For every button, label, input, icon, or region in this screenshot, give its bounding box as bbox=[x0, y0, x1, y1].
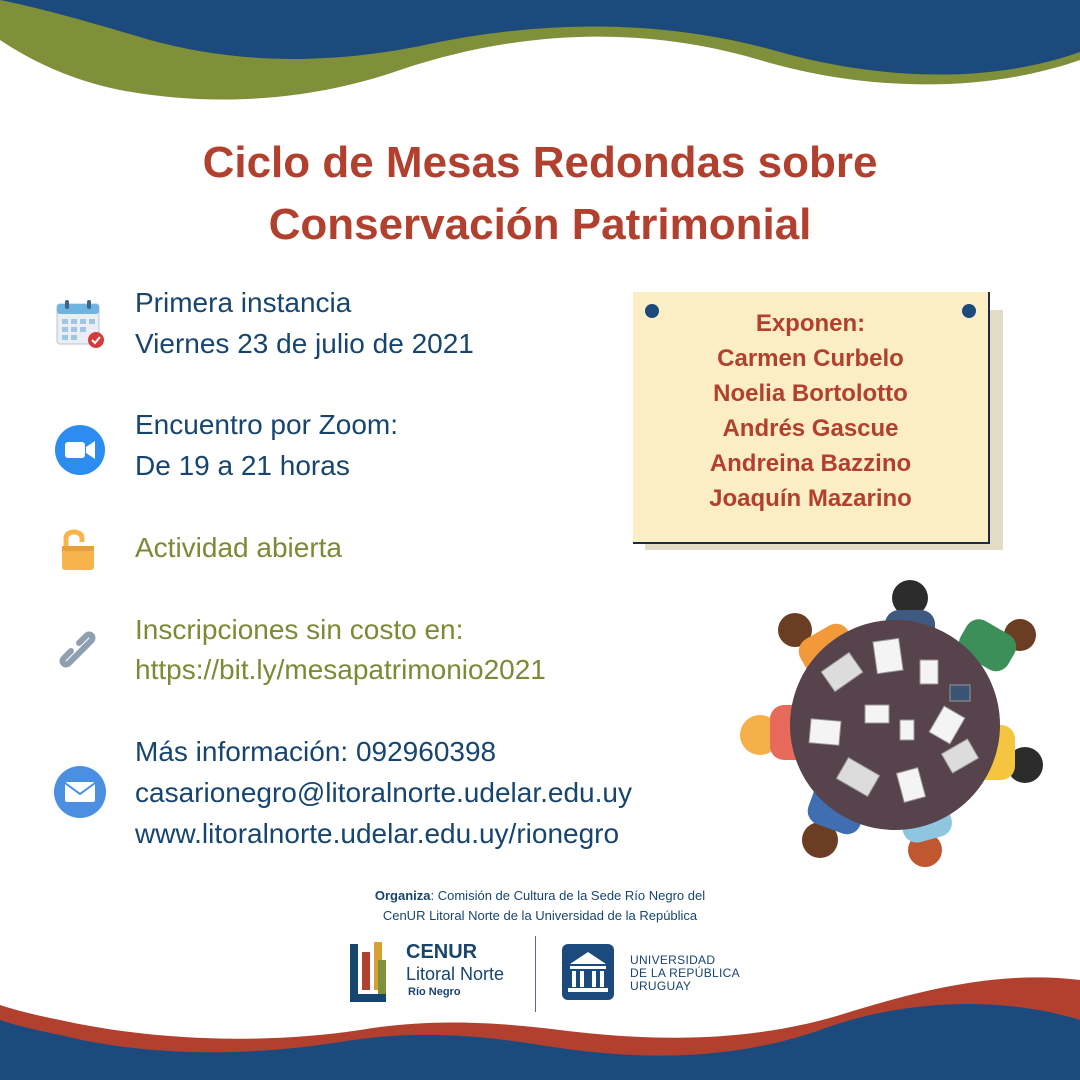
contact-email[interactable]: casarionegro@litoralnorte.udelar.edu.uy bbox=[135, 777, 632, 808]
organizer-line-2: CenUR Litoral Norte de la Universidad de la República bbox=[382, 908, 698, 923]
title-line-1: Ciclo de Mesas Redondas sobre bbox=[202, 138, 878, 187]
round-table-illustration bbox=[725, 570, 1045, 870]
speaker-name: Noelia Bortolotto bbox=[713, 380, 908, 407]
organizer-text bbox=[300, 886, 780, 926]
date-line-1: Primera instancia bbox=[135, 287, 352, 318]
top-wave-decoration bbox=[0, 0, 1080, 140]
page-title bbox=[40, 132, 1040, 256]
cenur-site: Río Negro bbox=[408, 986, 461, 998]
udelar-line-2: DE LA REPÚBLICA bbox=[630, 966, 740, 980]
registration-link[interactable]: https://bit.ly/mesapatrimonio2021 bbox=[135, 654, 546, 685]
bottom-wave-decoration bbox=[0, 960, 1080, 1080]
speakers-note bbox=[633, 292, 990, 544]
date-line-2: Viernes 23 de julio de 2021 bbox=[135, 328, 474, 359]
open-activity-text: Actividad abierta bbox=[135, 532, 343, 563]
open-lock-icon bbox=[52, 524, 108, 580]
speaker-name: Andrés Gascue bbox=[722, 415, 899, 442]
speaker-name: Andreina Bazzino bbox=[709, 450, 912, 477]
speaker-name: Carmen Curbelo bbox=[717, 345, 904, 372]
speaker-name: Joaquín Mazarino bbox=[709, 485, 912, 512]
more-info-phone: Más información: 092960398 bbox=[135, 736, 497, 767]
zoom-line-1: Encuentro por Zoom: bbox=[135, 409, 399, 440]
organizer-line-1: : Comisión de Cultura de la Sede Río Negro del bbox=[430, 888, 706, 903]
registration-line-1: Inscripciones sin costo en: bbox=[135, 614, 464, 645]
contact-website[interactable]: www.litoralnorte.udelar.edu.uy/rionegro bbox=[135, 818, 620, 849]
link-icon bbox=[52, 624, 108, 680]
udelar-line-3: URUGUAY bbox=[630, 979, 692, 993]
organizer-label: Organiza bbox=[374, 888, 431, 903]
speakers-heading: Exponen: bbox=[755, 310, 866, 337]
calendar-icon bbox=[52, 298, 108, 354]
cenur-name: CENUR bbox=[406, 941, 478, 963]
title-line-2: Conservación Patrimonial bbox=[268, 200, 812, 249]
udelar-line-1: UNIVERSIDAD bbox=[630, 953, 716, 967]
envelope-icon bbox=[52, 764, 108, 820]
cenur-region: Litoral Norte bbox=[406, 964, 505, 984]
zoom-line-2: De 19 a 21 horas bbox=[135, 450, 350, 481]
video-camera-icon bbox=[52, 422, 108, 478]
